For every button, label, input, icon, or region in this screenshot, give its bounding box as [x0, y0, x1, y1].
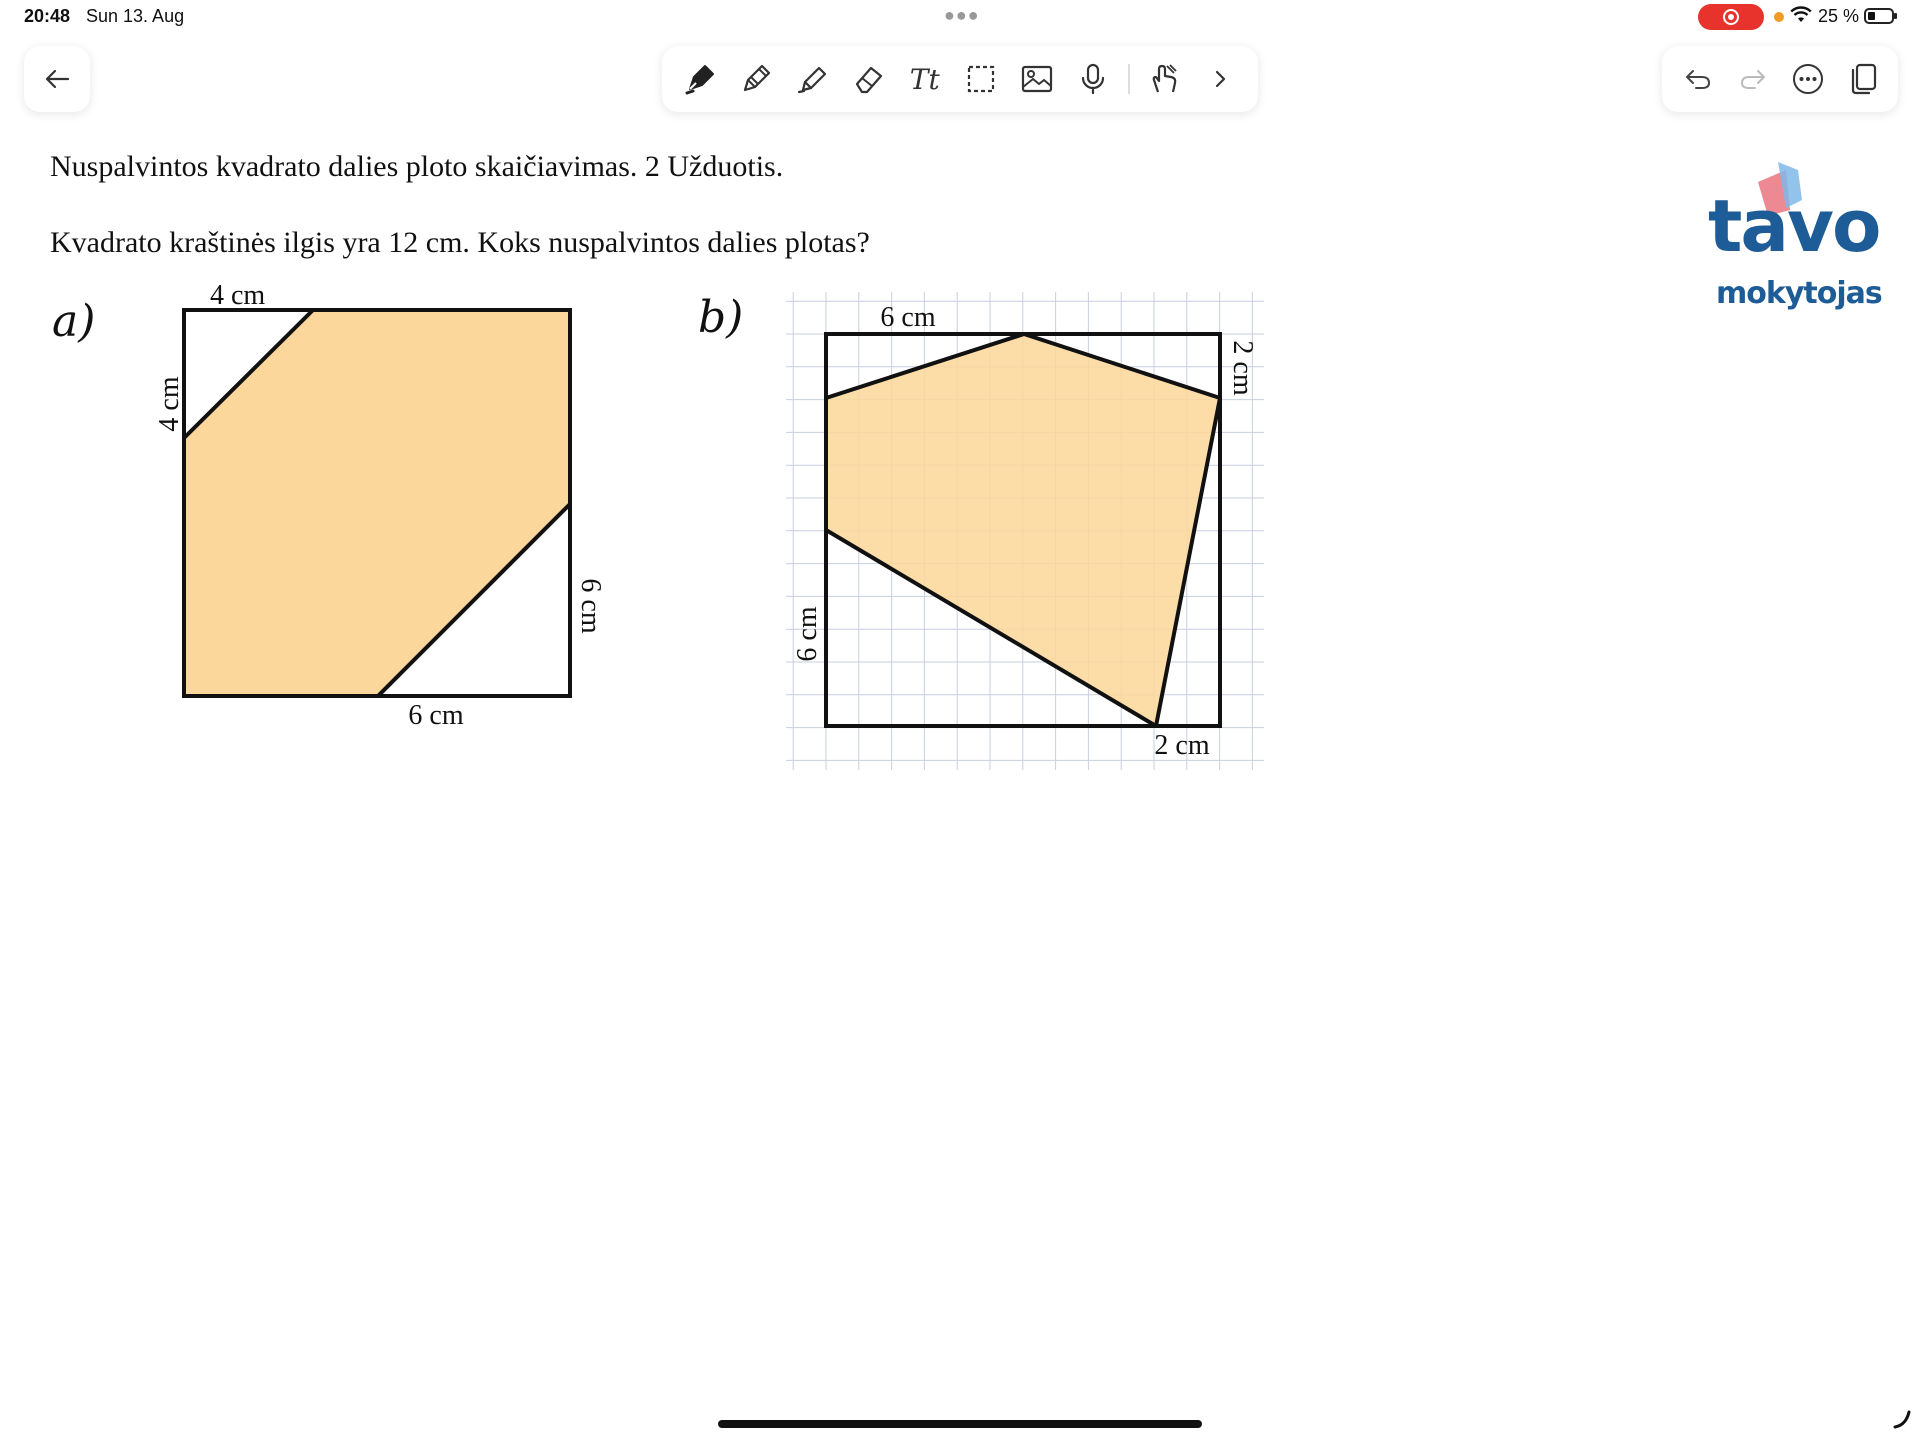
status-time: 20:48 [24, 6, 71, 26]
logo-line2: mokytojas [1716, 276, 1882, 311]
pencil-tool[interactable] [734, 57, 778, 101]
status-bar [0, 0, 1920, 34]
lasso-select-icon [964, 62, 998, 96]
figure-a [140, 270, 620, 740]
fountain-pen-tool[interactable] [678, 57, 722, 101]
screen-record-icon[interactable] [1698, 4, 1764, 30]
highlighter-tool[interactable] [790, 57, 834, 101]
hand-touch-icon [1147, 62, 1181, 96]
battery-percent: 25 % [1818, 6, 1860, 26]
document-actions [1662, 46, 1898, 112]
figure-a-top-label: 4 cm [210, 280, 266, 311]
tavo-mokytojas-logo [1700, 160, 1900, 320]
microphone-icon [1076, 62, 1110, 96]
figure-a-left-label: 4 cm [154, 376, 185, 432]
drawing-toolbar [662, 46, 1258, 112]
figure-a-bottom-label: 6 cm [408, 700, 464, 731]
image-icon [1020, 62, 1054, 96]
mic-indicator-dot [1774, 12, 1784, 22]
figure-b-bottom-label: 2 cm [1154, 730, 1210, 761]
text-tool-label: Tt [909, 62, 940, 96]
pages-icon[interactable] [1841, 57, 1885, 101]
corner-gesture-icon [1892, 1408, 1914, 1430]
part-b-label: b) [698, 292, 744, 343]
image-tool[interactable] [1015, 57, 1059, 101]
part-a-label: a) [52, 296, 96, 347]
exercise-question: Kvadrato kraštinės ilgis yra 12 cm. Koks nuspalvintos dalies plotas? [50, 226, 870, 259]
figure-b-right-label: 2 cm [1227, 340, 1258, 396]
battery-icon [1864, 8, 1894, 24]
back-button[interactable] [24, 46, 90, 112]
home-indicator[interactable] [718, 1420, 1202, 1428]
toolbar-divider [1128, 64, 1130, 94]
arrow-left-icon [44, 68, 70, 90]
eraser-tool[interactable] [847, 57, 891, 101]
logo-line1: tavo [1708, 184, 1880, 268]
wifi-icon [1790, 6, 1812, 24]
microphone-tool[interactable] [1071, 57, 1115, 101]
figure-b [780, 286, 1270, 776]
highlighter-icon [795, 62, 829, 96]
figure-a-shaded-region [184, 310, 570, 696]
more-icon[interactable] [1786, 57, 1830, 101]
chevron-right-icon[interactable] [1198, 57, 1242, 101]
figure-a-right-label: 6 cm [575, 578, 606, 634]
text-tool[interactable] [903, 57, 947, 101]
status-date: Sun 13. Aug [86, 6, 185, 26]
figure-b-top-label: 6 cm [880, 302, 936, 333]
pencil-icon [739, 62, 773, 96]
undo-icon[interactable] [1676, 57, 1720, 101]
more-dots-icon[interactable]: ●●● [944, 5, 980, 25]
eraser-icon [852, 62, 886, 96]
redo-icon[interactable] [1731, 57, 1775, 101]
figure-b-left-label: 6 cm [792, 606, 823, 662]
hand-touch-tool[interactable] [1142, 57, 1186, 101]
exercise-title: Nuspalvintos kvadrato dalies ploto skaičiavimas. 2 Užduotis. [50, 150, 784, 183]
fountain-pen-icon [683, 62, 717, 96]
lasso-select-tool[interactable] [959, 57, 1003, 101]
